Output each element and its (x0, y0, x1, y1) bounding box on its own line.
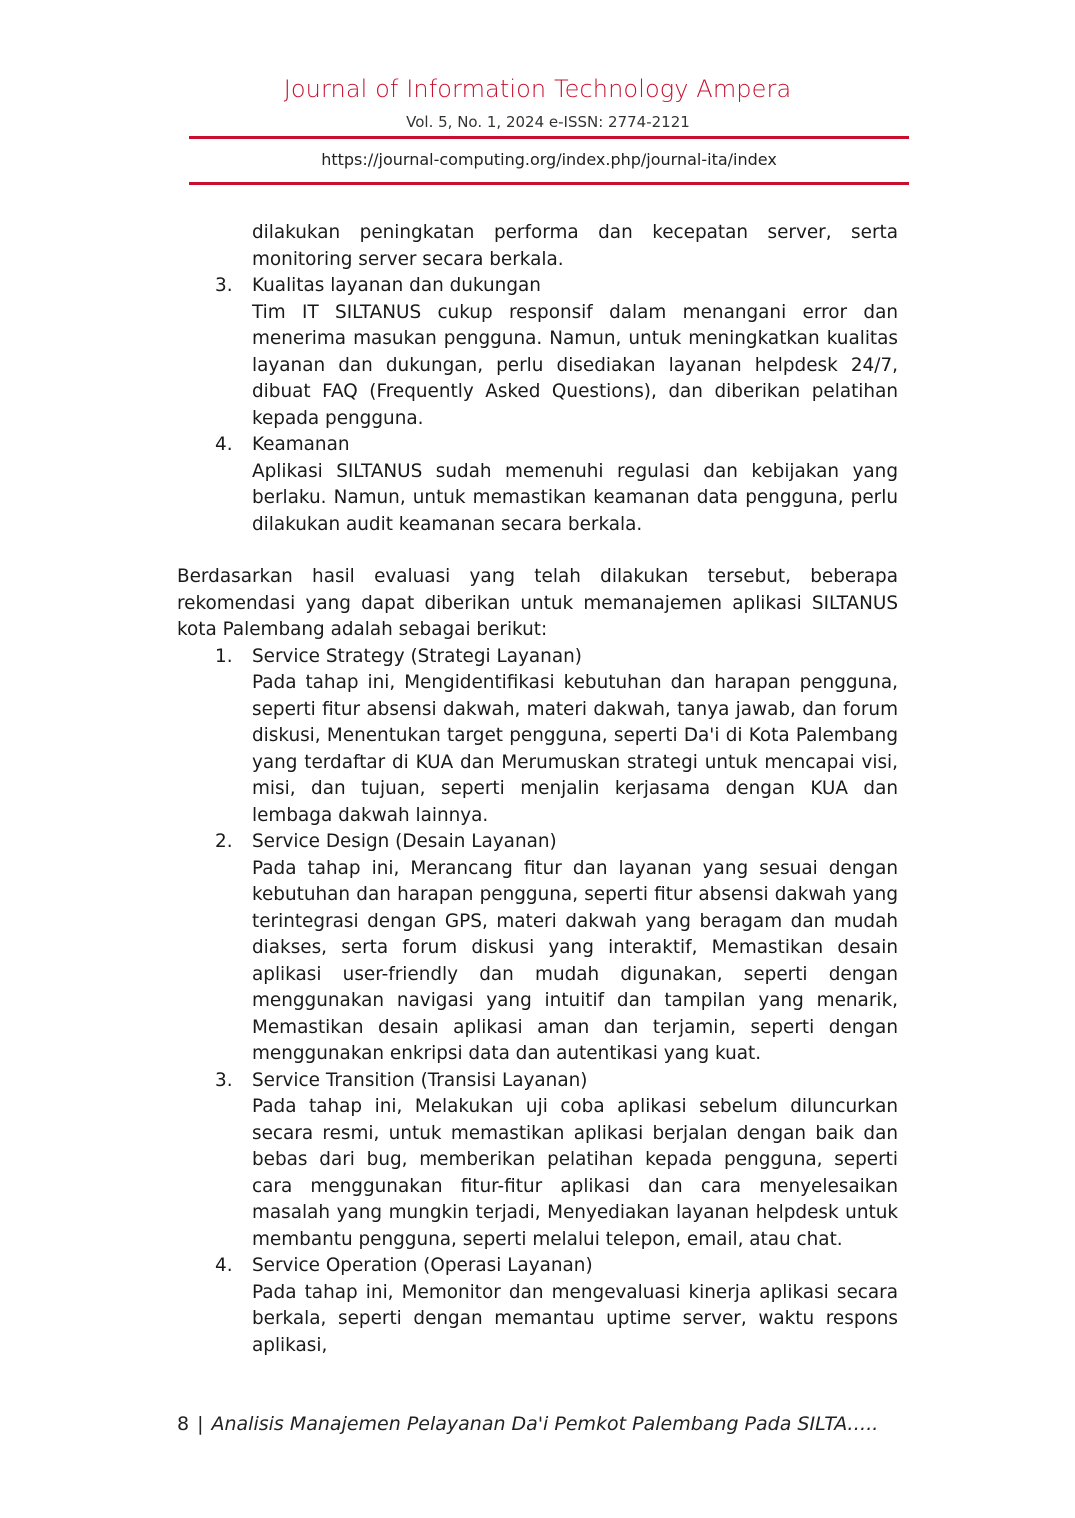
list-item-title: Keamanan (252, 434, 350, 455)
list-number: 4. (215, 434, 233, 455)
list-item (177, 273, 898, 432)
evaluation-list (177, 273, 898, 538)
list-item (177, 1253, 898, 1359)
list-item (177, 1068, 898, 1254)
list-number: 3. (215, 1069, 233, 1091)
list-item-title: Service Transition (Transisi Layanan) (252, 1069, 588, 1091)
list-number: 4. (215, 1255, 233, 1276)
list-item-body: Pada tahap ini, Merancang fitur dan layanan yang sesuai dengan kebutuhan dan harapan pengguna, seperti fitur absensi dakwah yang terintegrasi dengan GPS, materi dakwah yang beragam dan mudah diakses, serta forum diskusi yang interaktif, Memastikan desain aplikasi user-friendly dan mudah digunakan, seperti dengan menggunakan navigasi yang intuitif dan tampilan yang menarik, Memastikan desain aplikasi aman dan terjamin, seperti dengan menggunakan enkripsi data dan autentikasi yang kuat. (252, 857, 898, 1064)
list-item-title: Service Strategy (Strategi Layanan) (252, 645, 582, 667)
header-divider-bottom (189, 182, 909, 185)
list-number: 1. (215, 645, 233, 667)
intro-paragraph: Berdasarkan hasil evaluasi yang telah dilakukan tersebut, beberapa rekomendasi yang dapat diberikan untuk memanajemen aplikasi SILTANUS kota Palembang adalah sebagai berikut: (177, 566, 898, 640)
page-number: 8 (177, 1413, 190, 1435)
list-item-body: Pada tahap ini, Mengidentifikasi kebutuhan dan harapan pengguna, seperti fitur absensi dakwah, materi dakwah, tanya jawab, dan forum diskusi, Menentukan target pengguna, seperti Da'i di Kota Palembang yang terdaftar di KUA dan Merumuskan strategi untuk mencapai visi, misi, dan tujuan, seperti menjalin kerjasama dengan KUA dan lembaga dakwah lainnya. (252, 672, 898, 826)
list-item-title: Kualitas layanan dan dukungan (252, 275, 541, 296)
running-title: Analisis Manajemen Pelayanan Da'i Pemkot Palembang Pada SILTA….. (211, 1413, 879, 1435)
list-item-body: Pada tahap ini, Memonitor dan mengevaluasi kinerja aplikasi secara berkala, seperti dengan memantau uptime server, waktu respons aplikasi, (252, 1281, 898, 1356)
list-item (177, 432, 898, 538)
list-item-body: Pada tahap ini, Melakukan uji coba aplikasi sebelum diluncurkan secara resmi, untuk memastikan aplikasi berjalan dengan baik dan bebas dari bug, memberikan pelatihan kepada pengguna, seperti cara menggunakan fitur-fitur aplikasi dan cara menyelesaikan masalah yang mungkin terjadi, Menyediakan layanan helpdesk untuk membantu pengguna, seperti melalui telepon, email, atau chat. (252, 1096, 898, 1250)
page-footer (177, 1413, 878, 1435)
list-item-title: Service Operation (Operasi Layanan) (252, 1255, 593, 1276)
page-body (177, 220, 898, 1359)
list-number: 3. (215, 275, 233, 296)
volume-info: Vol. 5, No. 1, 2024 e-ISSN: 2774-2121 (406, 113, 690, 131)
continuation-text: dilakukan peningkatan performa dan kecepatan server, serta monitoring server secara berkala. (252, 222, 898, 270)
journal-url: https://journal-computing.org/index.php/journal-ita/index (321, 150, 777, 169)
list-item (177, 644, 898, 830)
list-item-body: Aplikasi SILTANUS sudah memenuhi regulasi dan kebijakan yang berlaku. Namun, untuk memastikan keamanan data pengguna, perlu dilakukan audit keamanan secara berkala. (252, 460, 898, 535)
header-divider-top (189, 136, 909, 139)
list-number: 2. (215, 831, 233, 852)
recommendation-list (177, 644, 898, 1360)
list-item-title: Service Design (Desain Layanan) (252, 831, 557, 852)
journal-title: Journal of Information Technology Ampera (283, 75, 792, 103)
footer-separator: | (197, 1413, 204, 1435)
list-item (177, 829, 898, 1068)
list-item-body: Tim IT SILTANUS cukup responsif dalam menangani error dan menerima masukan pengguna. Namun, untuk meningkatkan kualitas layanan dan dukungan, perlu disediakan layanan helpdesk 24/7, dibuat FAQ (Frequently Asked Questions), dan diberikan pelatihan kepada pengguna. (252, 301, 898, 429)
